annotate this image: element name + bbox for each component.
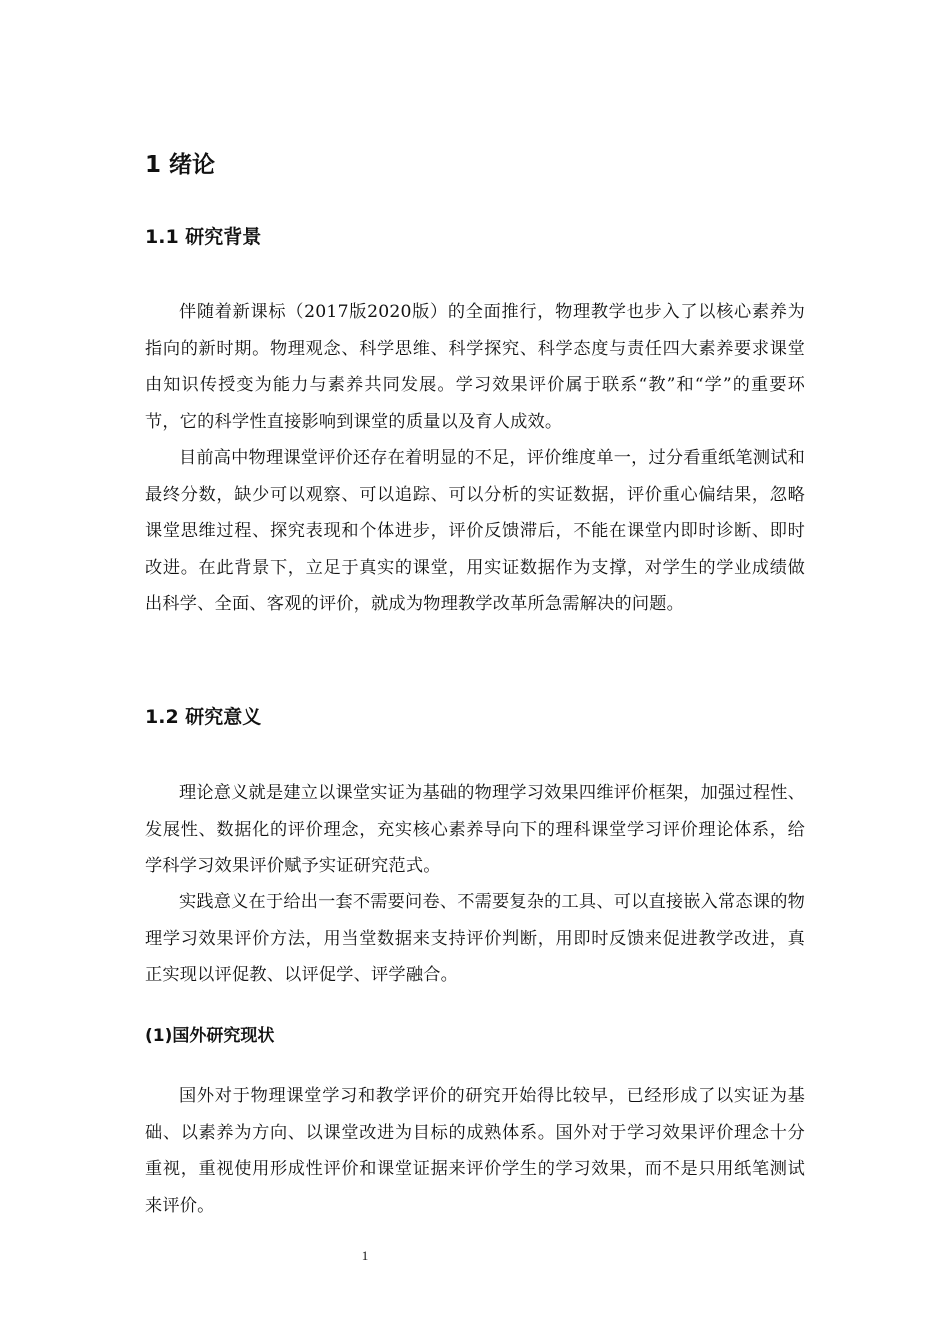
paragraph-background-2: 目前高中物理课堂评价还存在着明显的不足，评价维度单一，过分看重纸笔测试和最终分数，缺少可以观察、可以追踪、可以分析的实证数据，评价重心偏结果，忽略课堂思维过程、探究表现和个体进步，评价反馈滞后，不能在课堂内即时诊断、即时改进。在此背景下，立足于真实的课堂，用实证数据作为支撑，对学生的学业成绩做出科学、全面、客观的评价，就成为物理教学改革所急需解决的问题。 [145, 448, 805, 614]
page-number: 1 [361, 1248, 369, 1263]
chapter-title: 1 绪论 [145, 152, 216, 178]
paragraph-significance-1: 理论意义就是建立以课堂实证为基础的物理学习效果四维评价框架，加强过程性、发展性、数据化的评价理念，充实核心素养导向下的理科课堂学习评价理论体系，给学科学习效果评价赋予实证研究范式。 [145, 783, 805, 876]
paragraph-background-1: 伴随着新课标（2017版2020版）的全面推行，物理教学也步入了以核心素养为指向的新时期。物理观念、科学思维、科学探究、科学态度与责任四大素养要求课堂由知识传授变为能力与素养共同发展。学习效果评价属于联系“教”和“学”的重要环节，它的科学性直接影响到课堂的质量以及育人成效。 [145, 302, 806, 432]
paragraph-significance-2: 实践意义在于给出一套不需要问卷、不需要复杂的工具、可以直接嵌入常态课的物理学习效果评价方法，用当堂数据来支持评价判断，用即时反馈来促进教学改进，真正实现以评促教、以评促学、评学融合。 [145, 892, 805, 985]
section-title-background: 1.1 研究背景 [145, 226, 262, 248]
paragraph-foreign-1: 国外对于物理课堂学习和教学评价的研究开始得比较早，已经形成了以实证为基础、以素养为方向、以课堂改进为目标的成熟体系。国外对于学习效果评价理念十分重视，重视使用形成性评价和课堂证据来评价学生的学习效果，而不是只用纸笔测试来评价。 [145, 1086, 805, 1216]
section-title-significance: 1.2 研究意义 [145, 706, 262, 728]
subsection-title-foreign: (1)国外研究现状 [145, 1026, 275, 1046]
